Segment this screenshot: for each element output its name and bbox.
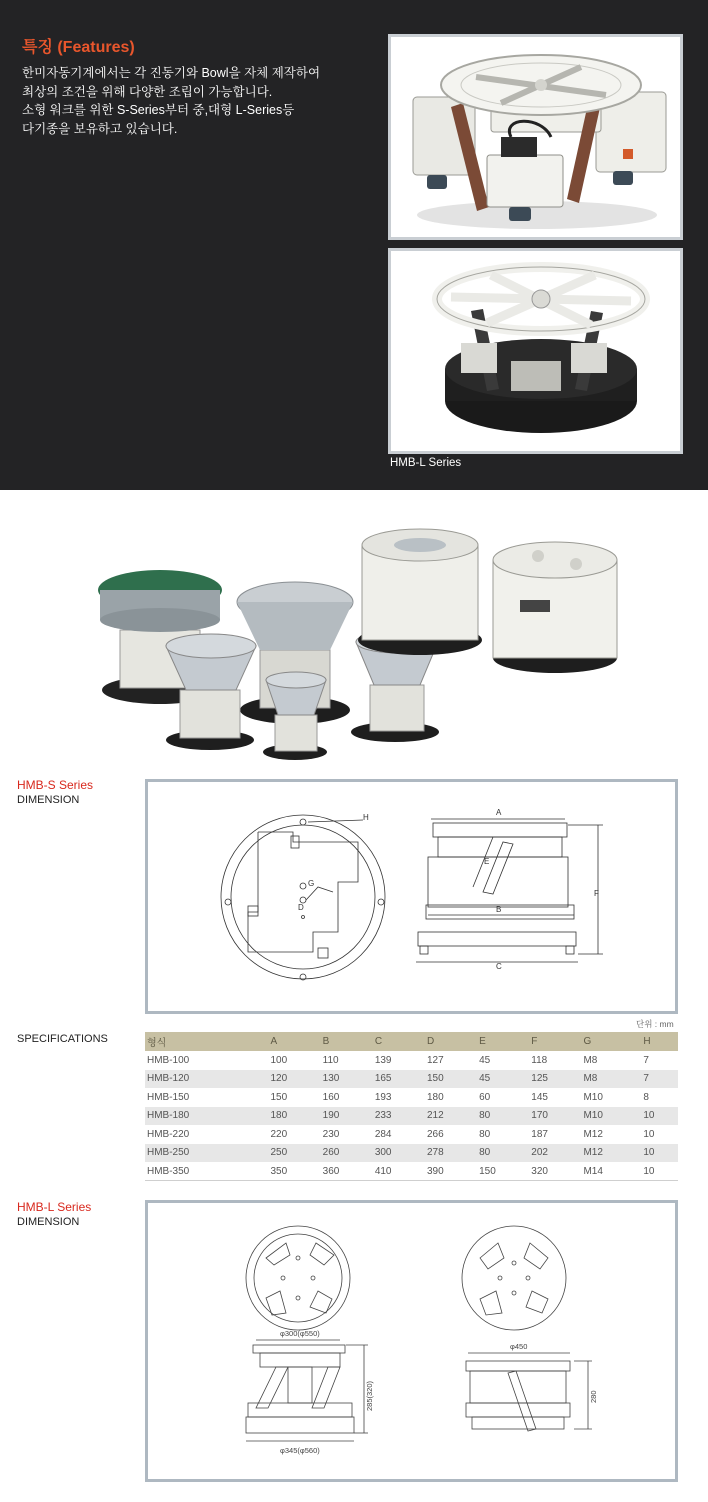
table-cell: 202: [529, 1144, 581, 1163]
table-cell: 170: [529, 1107, 581, 1126]
table-cell: 180: [426, 1091, 444, 1103]
table-cell: 150: [425, 1070, 477, 1089]
table-cell: 250: [269, 1144, 321, 1163]
table-header-row: [145, 1032, 678, 1051]
table-cell: 110: [322, 1054, 339, 1066]
table-cell: 266: [426, 1128, 444, 1140]
label-c: C: [496, 962, 502, 971]
table-cell: 145: [531, 1091, 548, 1103]
table-cell: 125: [529, 1070, 581, 1089]
table-cell: 139: [374, 1054, 392, 1066]
table-cell: 10: [641, 1162, 678, 1181]
label-right-diameter: φ450: [510, 1342, 528, 1351]
table-cell: M8: [581, 1070, 641, 1089]
table-header: B: [321, 1032, 373, 1051]
vibrator-base-illustration: [391, 37, 680, 237]
table-cell: 10: [641, 1144, 678, 1163]
table-cell: 60: [479, 1091, 491, 1103]
vibrator-photo-bottom: [388, 248, 683, 454]
table-row: [145, 1144, 678, 1163]
table-cell: HMB-220: [147, 1128, 190, 1140]
table-cell: 233: [373, 1107, 425, 1126]
table-cell: HMB-180: [145, 1107, 269, 1126]
table-cell: 230: [322, 1128, 340, 1140]
table-cell: M10: [583, 1091, 603, 1103]
table-cell: 284: [374, 1128, 392, 1140]
table-header: A: [269, 1032, 321, 1051]
specifications-title: SPECIFICATIONS: [17, 1033, 108, 1045]
label-b: B: [496, 905, 502, 914]
table-cell: 7: [641, 1070, 678, 1089]
table-header: 형식: [145, 1032, 269, 1051]
table-cell: 410: [373, 1162, 425, 1181]
hmb-l-dimension-label: DIMENSION: [17, 1216, 80, 1228]
table-row: [145, 1107, 678, 1126]
label-g: G: [308, 879, 315, 888]
table-cell: 10: [641, 1107, 678, 1126]
hmb-s-dimension-drawing: [145, 779, 678, 1014]
photo-caption: HMB-L Series: [390, 457, 462, 469]
bowl-feeders-illustration: [90, 520, 630, 765]
table-cell: 278: [425, 1144, 477, 1163]
table-cell: M8: [583, 1054, 598, 1066]
specifications-label: [17, 1032, 108, 1047]
features-title: 특징 (Features): [22, 39, 135, 56]
vibrator-black-base-illustration: [391, 251, 680, 451]
table-cell: 127: [426, 1054, 444, 1066]
hmb-l-series-title: HMB-L Series: [17, 1200, 92, 1214]
table-cell: 390: [425, 1162, 477, 1181]
table-header: C: [373, 1032, 425, 1051]
table-cell: 8: [643, 1091, 649, 1103]
hmb-l-technical-drawing: [148, 1203, 675, 1479]
table-cell: M12: [581, 1144, 641, 1163]
label-top-diameter: φ300(φ550): [280, 1329, 320, 1338]
table-cell: 100: [270, 1054, 288, 1066]
table-cell: HMB-100: [147, 1054, 190, 1066]
table-cell: 120: [269, 1070, 321, 1089]
table-cell: M14: [581, 1162, 641, 1181]
table-cell: 260: [321, 1144, 373, 1163]
table-header: E: [477, 1032, 529, 1051]
table-row: [145, 1162, 678, 1181]
table-cell: 190: [321, 1107, 373, 1126]
label-bottom-diameter: φ345(φ560): [280, 1446, 320, 1455]
table-cell: 80: [477, 1107, 529, 1126]
label-height: 285(320): [365, 1380, 374, 1411]
table-cell: 220: [270, 1128, 288, 1140]
table-header: D: [425, 1032, 477, 1051]
table-cell: 80: [479, 1128, 491, 1140]
hmb-l-section-label: [17, 1200, 91, 1230]
table-cell: 80: [477, 1144, 529, 1163]
label-f: F: [594, 889, 599, 898]
label-right-height: 280: [589, 1390, 598, 1403]
table-cell: 180: [269, 1107, 321, 1126]
hmb-s-section-label: [17, 778, 93, 808]
table-header: H: [641, 1032, 678, 1051]
hmb-s-dimension-label: DIMENSION: [17, 794, 80, 806]
table-cell: HMB-120: [145, 1070, 269, 1089]
table-cell: HMB-350: [145, 1162, 269, 1181]
table-cell: 150: [477, 1162, 529, 1181]
label-e: E: [484, 857, 490, 866]
hmb-l-dimension-drawing: [145, 1200, 678, 1482]
unit-label: 단위 : mm: [636, 1019, 674, 1029]
vibrator-photo-top: [388, 34, 683, 240]
table-cell: 187: [531, 1128, 548, 1140]
table-cell: 150: [270, 1091, 288, 1103]
table-cell: 45: [479, 1054, 491, 1066]
table-cell: HMB-150: [147, 1091, 190, 1103]
features-line: 한미자동기계에서는 각 진동기와 Bowl을 자체 제작하여: [22, 66, 321, 80]
label-a: A: [496, 808, 502, 817]
table-cell: 300: [373, 1144, 425, 1163]
table-cell: 360: [321, 1162, 373, 1181]
features-line: 다기종을 보유하고 있습니다.: [22, 121, 178, 136]
hmb-s-series-title: HMB-S Series: [17, 778, 94, 792]
table-cell: 130: [321, 1070, 373, 1089]
table-cell: 7: [643, 1054, 649, 1066]
table-cell: 193: [374, 1091, 392, 1103]
hmb-s-technical-drawing: [148, 782, 675, 1011]
table-header: G: [581, 1032, 641, 1051]
table-row: [145, 1125, 678, 1144]
table-row: [145, 1051, 678, 1070]
table-cell: 10: [643, 1128, 655, 1140]
table-cell: HMB-250: [145, 1144, 269, 1163]
table-cell: 160: [322, 1091, 340, 1103]
table-cell: 45: [477, 1070, 529, 1089]
table-row: [145, 1088, 678, 1107]
specifications-table: [145, 1032, 678, 1181]
product-lineup-photo: [90, 520, 630, 765]
table-cell: M10: [581, 1107, 641, 1126]
features-section: [0, 0, 708, 490]
table-cell: 165: [373, 1070, 425, 1089]
features-line: 최상의 조건을 위해 다양한 조립이 가능합니다.: [22, 84, 273, 99]
table-cell: M12: [583, 1128, 603, 1140]
features-description: [22, 64, 362, 138]
table-cell: 350: [269, 1162, 321, 1181]
table-cell: 118: [531, 1054, 548, 1066]
table-cell: 320: [529, 1162, 581, 1181]
features-line: 소형 워크를 위한 S-Series부터 중,대형 L-Series등: [22, 103, 295, 117]
label-d: D: [298, 903, 304, 912]
table-cell: 212: [425, 1107, 477, 1126]
label-h: H: [363, 813, 369, 822]
table-row: [145, 1070, 678, 1089]
table-header: F: [529, 1032, 581, 1051]
